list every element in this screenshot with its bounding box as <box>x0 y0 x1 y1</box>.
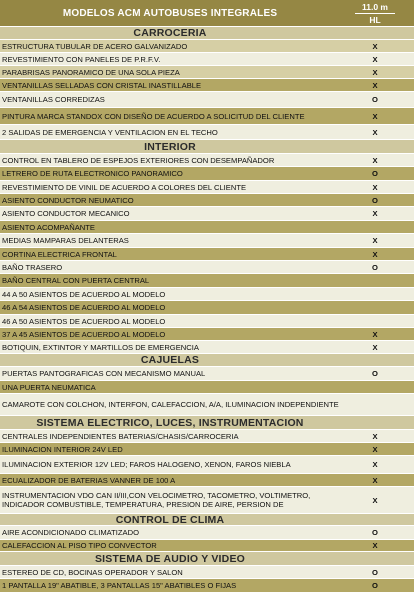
availability-mark: X <box>372 460 378 469</box>
feature-label: ESTRUCTURA TUBULAR DE ACERO GALVANIZADO <box>2 41 188 51</box>
table-row <box>0 456 414 474</box>
feature-label: 2 SALIDAS DE EMERGENCIA Y VENTILACION EN EL TECHO <box>2 127 218 137</box>
feature-label: CAMAROTE CON COLCHON, INTERFON, CALEFACCION, A/A, ILUMINACION INDEPENDIENTE <box>2 400 339 409</box>
section-header <box>0 552 414 566</box>
availability-mark: O <box>372 581 378 590</box>
table-row <box>0 367 414 381</box>
table-row <box>0 381 414 394</box>
feature-label: 37 A 45 ASIENTOS DE ACUERDO AL MODELO <box>2 329 166 339</box>
table-row <box>0 526 414 540</box>
table-row <box>0 167 414 181</box>
availability-mark: O <box>372 262 378 272</box>
feature-label: 44 A 50 ASIENTOS DE ACUERDO AL MODELO <box>2 289 166 299</box>
table-row <box>0 540 414 552</box>
table-row <box>0 579 414 593</box>
feature-label: 46 A 50 ASIENTOS DE ACUERDO AL MODELO <box>2 316 166 326</box>
feature-label: 46 A 54 ASIENTOS DE ACUERDO AL MODELO <box>2 303 166 312</box>
feature-label: LETRERO DE RUTA ELECTRONICO PANORAMICO <box>2 169 183 178</box>
feature-label: CORTINA ELECTRICA FRONTAL <box>2 249 117 259</box>
feature-label: ASIENTO CONDUCTOR MECANICO <box>2 209 130 218</box>
feature-label: PINTURA MARCA STANDOX CON DISEÑO DE ACUERDO A SOLICITUD DEL CLIENTE <box>2 111 305 121</box>
availability-mark: O <box>372 195 378 205</box>
feature-label: CALEFACCION AL PISO TIPO CONVECTOR <box>2 541 157 550</box>
feature-label: REVESTIMIENTO DE VINIL DE ACUERDO A COLORES DEL CLIENTE <box>2 182 247 192</box>
table-row <box>0 79 414 92</box>
table-row <box>0 487 414 514</box>
section-title: SISTEMA ELECTRICO, LUCES, INSTRUMENTACION <box>36 416 304 429</box>
section-title: CAJUELAS <box>140 354 200 366</box>
feature-label: MEDIAS MAMPARAS DELANTERAS <box>2 236 129 245</box>
availability-mark: X <box>372 249 378 259</box>
table-row <box>0 328 414 341</box>
availability-mark: X <box>372 495 378 505</box>
table-row <box>0 315 414 328</box>
availability-mark: X <box>372 155 378 165</box>
feature-label: AIRE ACONDICIONADO CLIMATIZADO <box>2 528 139 537</box>
availability-mark: X <box>372 329 378 339</box>
table-row <box>0 288 414 301</box>
table-row <box>0 248 414 261</box>
availability-mark: X <box>372 182 378 192</box>
availability-mark: O <box>372 528 378 537</box>
model-column-header <box>340 2 410 25</box>
model-size: 11.0 m <box>362 1 388 12</box>
availability-mark: X <box>372 111 378 121</box>
table-row <box>0 261 414 274</box>
table-row <box>0 443 414 456</box>
table-row <box>0 430 414 443</box>
feature-label: ESTEREO DE CD, BOCINAS OPERADOR Y SALON <box>2 567 183 577</box>
table-row <box>0 154 414 167</box>
section-header <box>0 140 414 154</box>
table-row <box>0 40 414 53</box>
table-row <box>0 125 414 140</box>
table-row <box>0 221 414 234</box>
availability-mark: X <box>372 444 378 454</box>
availability-mark: X <box>372 54 378 64</box>
availability-mark: X <box>372 236 378 245</box>
feature-label: UNA PUERTA NEUMATICA <box>2 382 96 392</box>
feature-label: PUERTAS PANTOGRAFICAS CON MECANISMO MANUAL <box>2 369 206 378</box>
table-row <box>0 274 414 288</box>
availability-mark: X <box>372 127 378 137</box>
feature-label: REVESTIMIENTO CON PANELES DE P.R.F.V. <box>2 54 161 64</box>
feature-label: CONTROL EN TABLERO DE ESPEJOS EXTERIORES CON DESEMPAÑADOR <box>2 155 275 165</box>
feature-label: ASIENTO ACOMPAÑANTE <box>2 222 95 232</box>
availability-mark: X <box>372 67 378 77</box>
table-header <box>0 0 414 27</box>
table-row <box>0 66 414 79</box>
feature-label: BAÑO TRASERO <box>2 262 63 272</box>
model-code: HL <box>369 14 381 25</box>
section-header <box>0 27 414 40</box>
table-row <box>0 92 414 108</box>
table-row <box>0 53 414 66</box>
section-header <box>0 354 414 367</box>
section-header <box>0 514 414 526</box>
feature-label: 1 PANTALLA 19" ABATIBLE, 3 PANTALLAS 15" ABATIBLES O FIJAS <box>2 581 237 590</box>
feature-label: BOTIQUIN, EXTINTOR Y MARTILLOS DE EMERGENCIA <box>2 342 199 352</box>
feature-label: ECUALIZADOR DE BATERIAS VANNER DE 100 A <box>2 475 176 485</box>
table-row <box>0 181 414 194</box>
feature-label: PARABRISAS PANORAMICO DE UNA SOLA PIEZA <box>2 67 180 77</box>
table-row <box>0 394 414 416</box>
feature-label: VENTANILLAS CORREDIZAS <box>2 95 105 104</box>
availability-mark: X <box>372 541 378 550</box>
section-title: CONTROL DE CLIMA <box>115 513 225 526</box>
table-title: MODELOS ACM AUTOBUSES INTEGRALES <box>62 7 278 19</box>
feature-label: ASIENTO CONDUCTOR NEUMATICO <box>2 195 134 205</box>
availability-mark: X <box>372 41 378 51</box>
table-row <box>0 194 414 207</box>
feature-label: CENTRALES INDEPENDIENTES BATERIAS/CHASIS/CARROCERIA <box>2 431 239 441</box>
availability-mark: X <box>372 431 378 441</box>
section-header <box>0 416 414 430</box>
section-title: INTERIOR <box>144 140 196 153</box>
availability-mark: O <box>372 95 378 104</box>
section-title: SISTEMA DE AUDIO Y VIDEO <box>94 552 246 565</box>
table-row <box>0 108 414 125</box>
availability-mark: X <box>372 475 378 485</box>
availability-mark: X <box>372 80 378 90</box>
availability-mark: X <box>372 342 378 352</box>
feature-label: ILUMINACION INTERIOR 24V LED <box>2 444 123 454</box>
table-row <box>0 301 414 315</box>
section-title: CARROCERIA <box>133 27 207 39</box>
table-row <box>0 207 414 221</box>
availability-mark: O <box>372 567 378 577</box>
header-divider <box>355 13 395 14</box>
feature-label: ILUMINACION EXTERIOR 12V LED; FAROS HALOGENO, XENON, FAROS NIEBLA <box>2 460 291 469</box>
availability-mark: O <box>372 169 378 178</box>
feature-label: BAÑO CENTRAL CON PUERTA CENTRAL <box>2 276 150 285</box>
availability-mark: O <box>372 369 378 378</box>
table-row <box>0 474 414 487</box>
feature-label: VENTANILLAS SELLADAS CON CRISTAL INASTILLABLE <box>2 80 202 90</box>
feature-label: INSTRUMENTACION VDO CAN II/III,CON VELOCIMETRO, TACOMETRO, VOLTIMETRO, INDICADOR COMBUSTIBLE, TEMPERATURA, PRESION DE AIRE, PERSION DE <box>2 491 311 509</box>
table-row <box>0 341 414 354</box>
availability-mark: X <box>372 209 378 218</box>
table-row <box>0 566 414 579</box>
table-row <box>0 234 414 248</box>
